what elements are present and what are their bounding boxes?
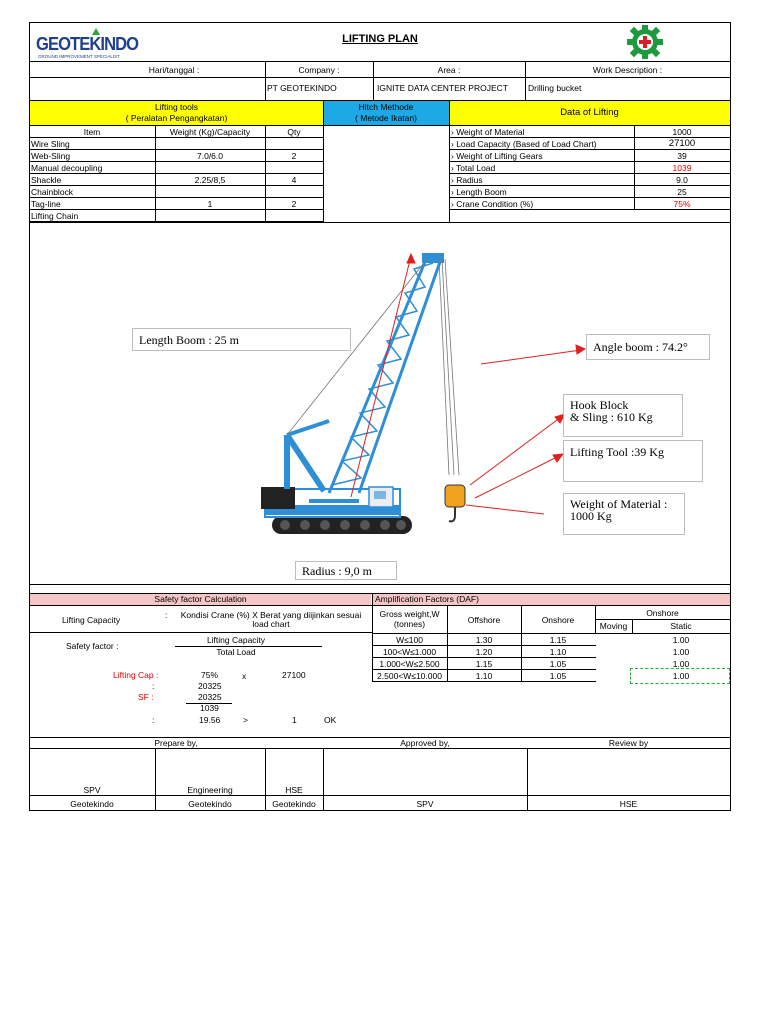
lifting-data-label: › Total Load bbox=[451, 163, 496, 173]
table-row-line bbox=[29, 161, 324, 162]
fraction-denominator: Total Load bbox=[216, 647, 256, 657]
company-logo bbox=[34, 26, 139, 60]
capacity-result: 20325 bbox=[198, 681, 222, 691]
radius-callout: Radius : 9,0 m bbox=[295, 561, 397, 580]
table-row-line bbox=[29, 185, 324, 186]
crane-cables bbox=[287, 259, 459, 475]
table-row-line bbox=[449, 197, 731, 198]
tool-item: Lifting Chain bbox=[31, 211, 79, 221]
signature-org: Geotekindo bbox=[70, 799, 114, 809]
daf-static: 1.00 bbox=[672, 635, 690, 645]
work-description-label: Work Description : bbox=[592, 65, 663, 75]
signature-role-spv: SPV bbox=[83, 785, 101, 795]
table-row-line bbox=[449, 149, 731, 150]
table-row-line bbox=[29, 173, 324, 174]
daf-offshore-header: Offshore bbox=[467, 615, 501, 625]
daf-static: 1.00 bbox=[672, 659, 690, 669]
signature-org: Geotekindo bbox=[188, 799, 232, 809]
formula-line-1: Kondisi Crane (%) X Berat yang diijinkan sesuai bbox=[180, 610, 362, 620]
table-row-line bbox=[29, 137, 324, 138]
daf-weight: W≤100 bbox=[396, 635, 423, 645]
hitch-method-header: Hitch Methode ( Metode Ikatan) bbox=[323, 101, 449, 125]
table-row-line bbox=[29, 197, 324, 198]
area-value: IGNITE DATA CENTER PROJECT bbox=[377, 83, 508, 93]
tool-qty: 2 bbox=[291, 151, 297, 161]
daf-offshore: 1.30 bbox=[475, 635, 493, 645]
table-row-line bbox=[449, 185, 731, 186]
logo-tagline: GROUND IMPROVEMENT SPECIALIST bbox=[38, 54, 120, 59]
safety-factor-header: Safety factor Calculation bbox=[30, 594, 371, 605]
daf-onshore: 1.15 bbox=[549, 635, 567, 645]
fraction-numerator: Lifting Capacity bbox=[206, 635, 266, 645]
daf-onshore: 1.05 bbox=[549, 671, 567, 681]
tool-item: Wire Sling bbox=[31, 139, 70, 149]
tool-weight: 1 bbox=[207, 199, 213, 209]
angle-boom-callout: Angle boom : 74.2° bbox=[586, 334, 710, 360]
lifting-data-value: 27100 bbox=[668, 139, 696, 149]
colon-2: : bbox=[152, 681, 155, 691]
lifting-data-label: › Load Capacity (Based of Load Chart) bbox=[451, 139, 597, 149]
lifting-data-value: 25 bbox=[677, 187, 687, 197]
daf-offshore: 1.20 bbox=[475, 647, 493, 657]
daf-onshore-header: Onshore bbox=[541, 615, 575, 625]
lifting-cap-label: Lifting Cap : bbox=[113, 670, 159, 680]
sf-label: SF : bbox=[138, 692, 154, 702]
company-value: PT GEOTEKINDO bbox=[267, 83, 337, 93]
daf-onshore: 1.05 bbox=[549, 659, 567, 669]
sf-numerator: 20325 bbox=[198, 692, 222, 702]
signature-role-hse: HSE bbox=[285, 785, 303, 795]
lifting-data-value: 75% bbox=[673, 199, 691, 209]
daf-weight: 2.500<W≤10.000 bbox=[377, 671, 442, 681]
signature-role-engineering: Engineering bbox=[187, 785, 233, 795]
multiply-sign: x bbox=[242, 671, 247, 681]
formula-line-2: load chart bbox=[252, 619, 290, 629]
data-of-lifting-header: Data of Lifting bbox=[449, 101, 730, 125]
prepare-by-label: Prepare by, bbox=[154, 738, 198, 748]
daf-static: 1.00 bbox=[672, 671, 690, 681]
daf-weight: 1.000<W≤2.500 bbox=[379, 659, 440, 669]
daf-offshore: 1.15 bbox=[475, 659, 493, 669]
lifting-capacity-label: Lifting Capacity bbox=[62, 615, 121, 625]
daf-gross-header: Gross weight,W (tonnes) bbox=[379, 609, 440, 629]
logo-text: GEOTEKINDO bbox=[36, 34, 139, 54]
tool-item: Web-Sling bbox=[31, 151, 71, 161]
hook-block-callout: Hook Block & Sling : 610 Kg bbox=[563, 394, 683, 437]
tool-item: Chainblock bbox=[31, 187, 74, 197]
daf-moving-header: Moving bbox=[599, 621, 628, 631]
crane-mast bbox=[287, 421, 329, 491]
safety-gear-icon bbox=[624, 24, 666, 60]
daf-offshore: 1.10 bbox=[475, 671, 493, 681]
tools-header-item: Item bbox=[83, 127, 101, 137]
review-role: HSE bbox=[619, 799, 638, 809]
table-row-line bbox=[449, 137, 731, 138]
table-row-line bbox=[449, 209, 731, 210]
lifting-data-label: › Weight of Material bbox=[451, 127, 525, 137]
page-title: LIFTING PLAN bbox=[342, 33, 418, 45]
lifting-data-value: 1000 bbox=[672, 127, 692, 137]
crane-boom bbox=[329, 253, 444, 493]
colon-3: : bbox=[152, 715, 155, 725]
greater-than: > bbox=[243, 715, 248, 725]
company-label: Company : bbox=[298, 65, 340, 75]
approved-by-label: Approved by, bbox=[400, 738, 450, 748]
lifting-cap-chart: 27100 bbox=[282, 670, 306, 680]
daf-header: Amplification Factors (DAF) bbox=[373, 594, 730, 605]
sf-threshold: 1 bbox=[292, 715, 297, 725]
lifting-data-value: 1039 bbox=[672, 163, 692, 173]
daf-onshore-group-header: Onshore bbox=[646, 608, 679, 618]
sf-denominator: 1039 bbox=[200, 703, 219, 713]
table-row-line bbox=[29, 149, 324, 150]
daf-static: 1.00 bbox=[672, 647, 690, 657]
lifting-data-value: 39 bbox=[677, 151, 687, 161]
tool-item: Tag-line bbox=[31, 199, 61, 209]
tool-item: Manual decoupling bbox=[31, 163, 103, 173]
tools-header-weight: Weight (Kg)/Capacity bbox=[169, 127, 251, 137]
table-row-line bbox=[449, 161, 731, 162]
tool-weight: 7.0/6.0 bbox=[197, 151, 223, 161]
approved-role: SPV bbox=[416, 799, 434, 809]
hook-block-icon bbox=[445, 485, 465, 521]
lifting-data-label: › Radius bbox=[451, 175, 483, 185]
daf-static-header: Static bbox=[670, 621, 692, 631]
crane-track bbox=[272, 516, 412, 534]
daf-weight: 100<W≤1.000 bbox=[382, 647, 437, 657]
tool-item: Shackle bbox=[31, 175, 62, 185]
sf-status: OK bbox=[324, 715, 337, 725]
tool-qty: 4 bbox=[291, 175, 297, 185]
lifting-data-value: 9.0 bbox=[676, 175, 688, 185]
lifting-tool-callout: Lifting Tool :39 Kg bbox=[563, 440, 703, 482]
tool-weight: 2.25/8,5 bbox=[194, 175, 226, 185]
tools-header-qty: Qty bbox=[287, 127, 301, 137]
daf-onshore: 1.10 bbox=[549, 647, 567, 657]
table-row-line bbox=[29, 209, 324, 210]
sf-result: 19.56 bbox=[199, 715, 221, 725]
signature-org: Geotekindo bbox=[272, 799, 316, 809]
area-label: Area : bbox=[437, 65, 461, 75]
date-label: Hari/tanggal : bbox=[148, 65, 200, 75]
lifting-data-label: › Weight of Lifting Gears bbox=[451, 151, 543, 161]
lifting-tools-header: Lifting tools ( Peralatan Pengangkatan) bbox=[30, 101, 323, 125]
lifting-data-label: › Length Boom bbox=[451, 187, 507, 197]
tool-qty: 2 bbox=[291, 199, 297, 209]
work-description-value: Drilling bucket bbox=[528, 83, 582, 93]
safety-factor-label: Safety factor : bbox=[66, 641, 119, 651]
lifting-data-label: › Crane Condition (%) bbox=[451, 199, 534, 209]
length-boom-callout: Length Boom : 25 m bbox=[132, 328, 351, 351]
table-row-line bbox=[449, 173, 731, 174]
review-by-label: Review by bbox=[608, 738, 649, 748]
lifting-cap-percent: 75% bbox=[201, 670, 219, 680]
formula-colon: : bbox=[165, 610, 168, 620]
weight-material-callout: Weight of Material : 1000 Kg bbox=[563, 493, 685, 535]
